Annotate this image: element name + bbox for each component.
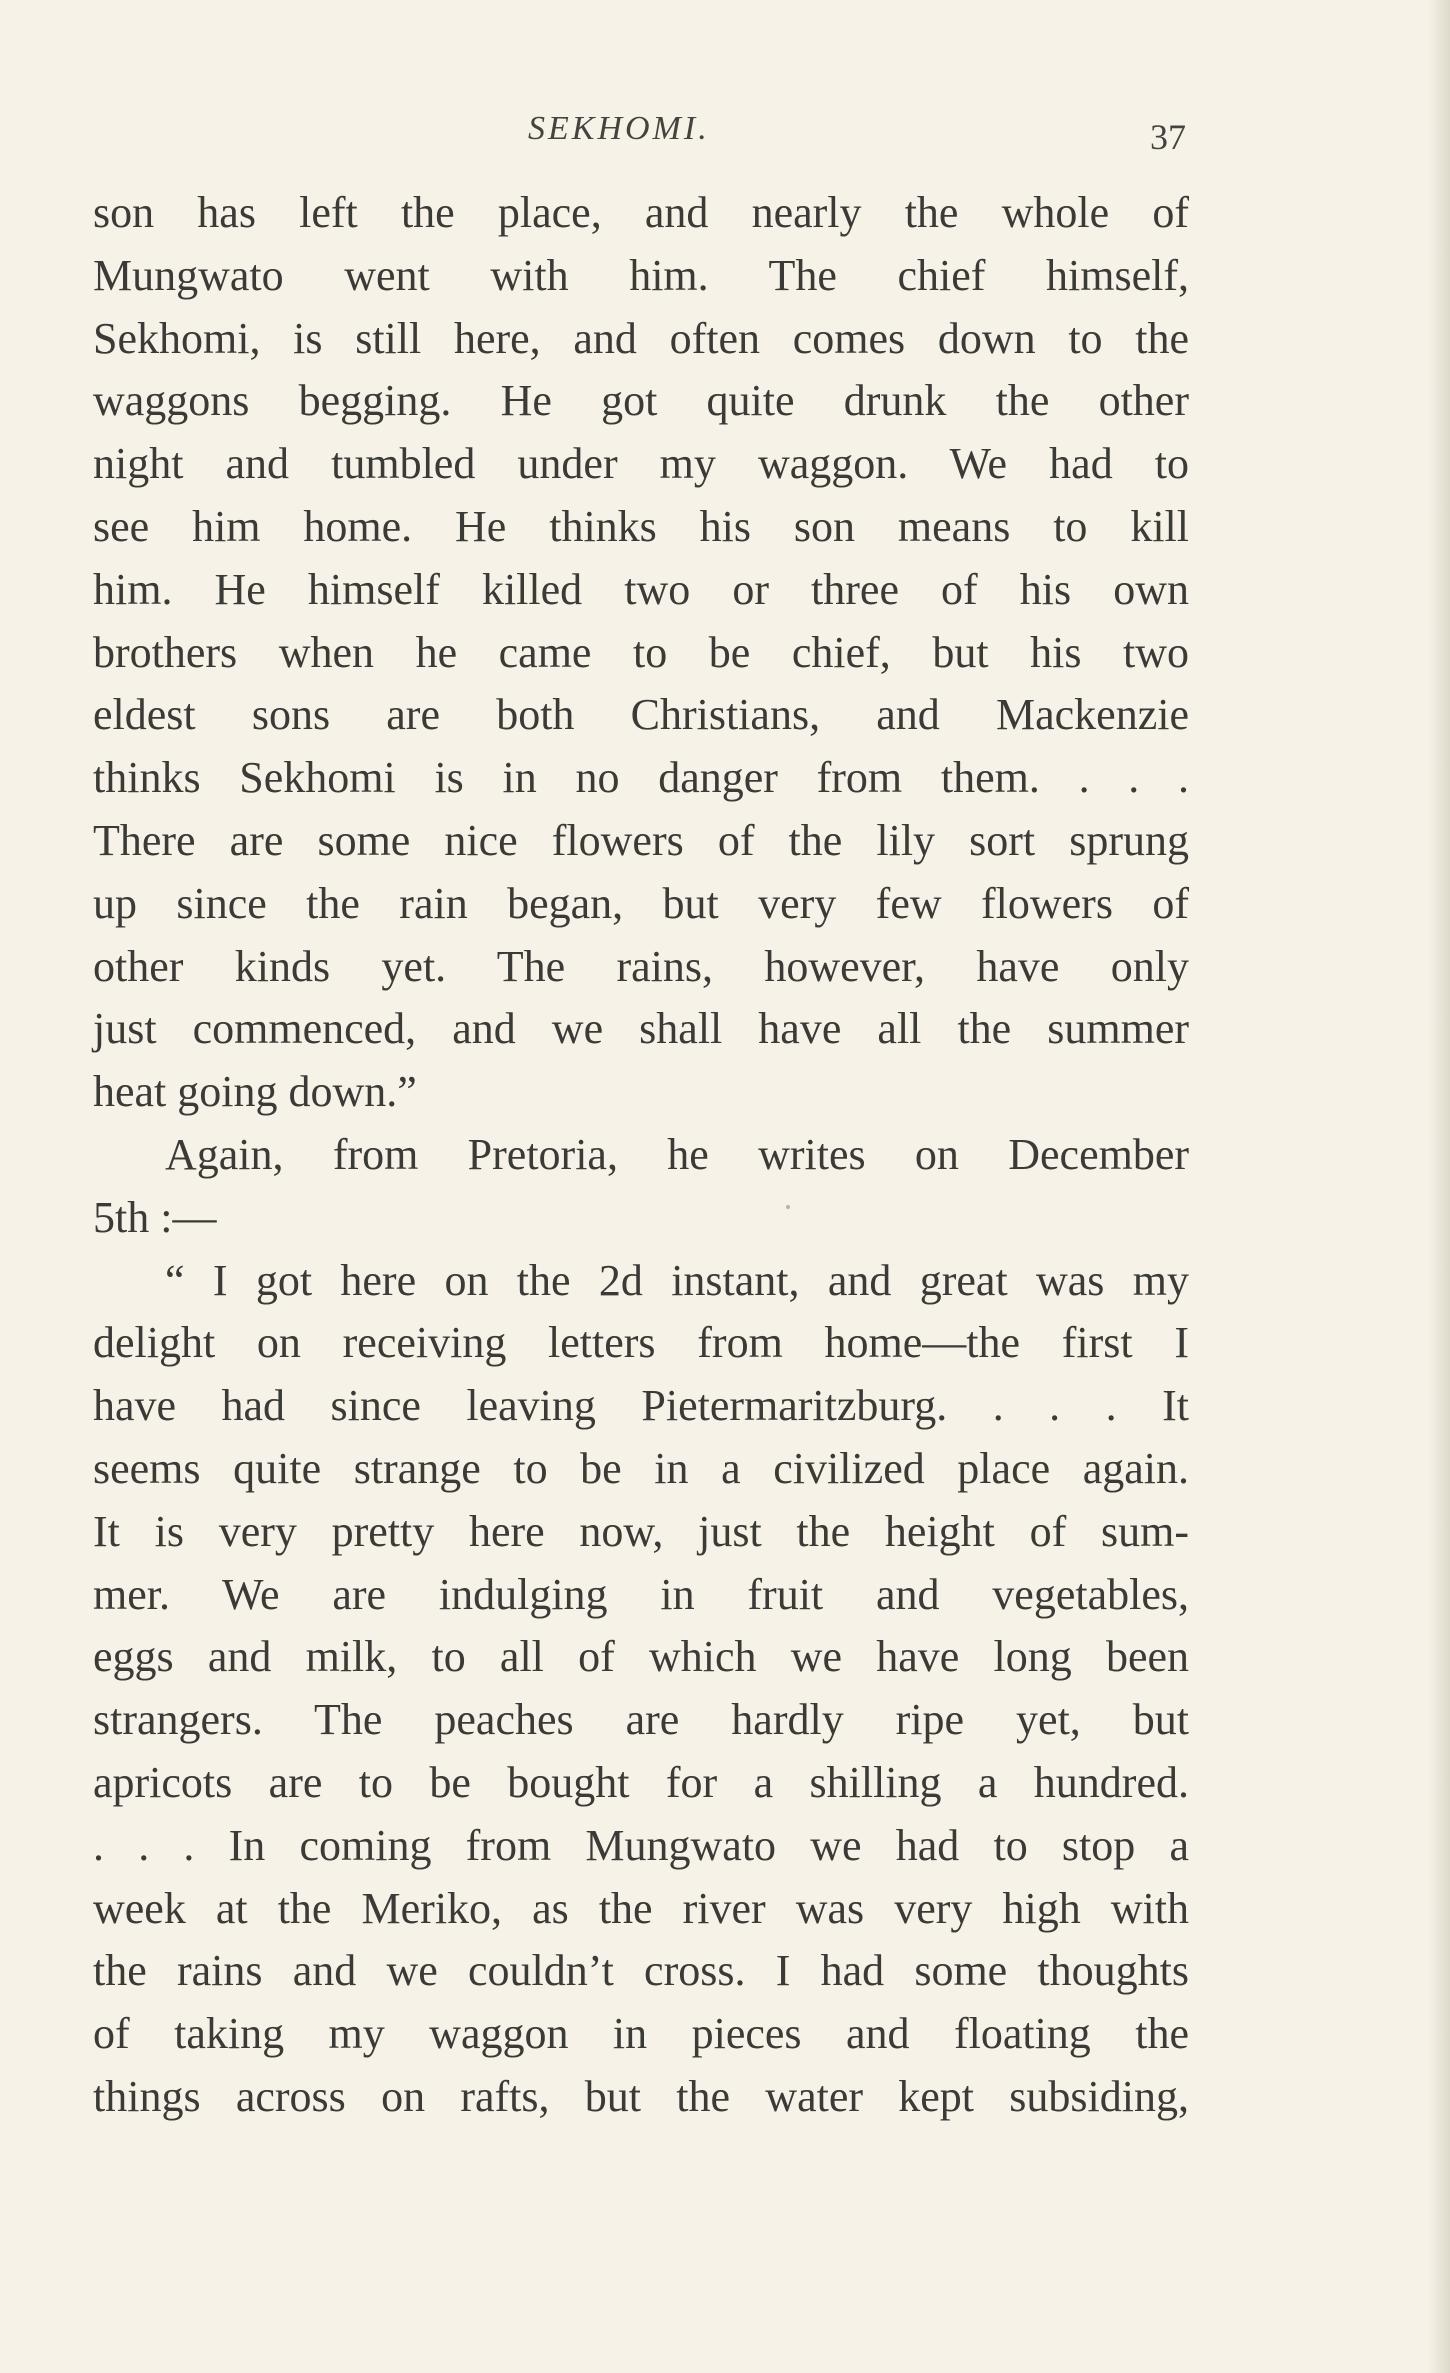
text-line: up since the rain began, but very few flowers of <box>93 878 1189 928</box>
text-line: the rains and we couldn’t cross. I had some thoughts <box>93 1946 1189 1996</box>
text-line: night and tumbled under my waggon. We had to <box>93 439 1189 489</box>
text-line: week at the Meriko, as the river was very high with <box>93 1883 1189 1933</box>
text-line: of taking my waggon in pieces and floating the <box>93 2009 1189 2059</box>
text-line: son has left the place, and nearly the whole of <box>93 188 1189 237</box>
text-line: eggs and milk, to all of which we have long been <box>93 1632 1189 1682</box>
text-line: see him home. He thinks his son means to kill <box>93 501 1189 551</box>
paper-speck <box>786 1205 790 1209</box>
text-line: have had since leaving Pietermaritzburg. . . . It <box>93 1381 1189 1431</box>
text-line: “ I got here on the 2d instant, and great was my <box>165 1255 1189 1305</box>
page-edge-shadow <box>1428 0 1450 2373</box>
text-line: brothers when he came to be chief, but his two <box>93 627 1189 677</box>
text-line: strangers. The peaches are hardly ripe yet, but <box>93 1695 1189 1745</box>
text-line: waggons begging. He got quite drunk the other <box>93 376 1189 426</box>
text-line: Mungwato went with him. The chief himself, <box>93 250 1189 300</box>
text-line: just commenced, and we shall have all the summer <box>93 1004 1189 1054</box>
text-line: thinks Sekhomi is in no danger from them. . . . <box>93 753 1189 803</box>
page-number: 37 <box>1150 117 1186 157</box>
text-line: There are some nice flowers of the lily sort sprung <box>93 815 1189 865</box>
text-line: things across on rafts, but the water kept subsiding, <box>93 2071 1189 2121</box>
text-line: him. He himself killed two or three of his own <box>93 564 1189 614</box>
text-line: seems quite strange to be in a civilized place again. <box>93 1443 1189 1493</box>
text-line: . . . In coming from Mungwato we had to stop a <box>93 1820 1189 1870</box>
running-title: SEKHOMI. <box>528 110 710 147</box>
text-line: other kinds yet. The rains, however, have only <box>93 941 1189 991</box>
text-line: delight on receiving letters from home—the first I <box>93 1318 1189 1368</box>
text-line: Again, from Pretoria, he writes on December <box>165 1129 1189 1179</box>
text-line: mer. We are indulging in fruit and vegetables, <box>93 1569 1189 1619</box>
body-text <box>93 182 1189 2129</box>
text-line: Sekhomi, is still here, and often comes down to the <box>93 313 1189 363</box>
text-line: It is very pretty here now, just the height of sum- <box>93 1506 1189 1556</box>
text-line: heat going down.” <box>93 1067 417 1117</box>
text-line: 5th :— <box>93 1192 217 1242</box>
running-head <box>0 110 1450 160</box>
text-line: apricots are to be bought for a shilling a hundred. <box>93 1757 1189 1807</box>
text-line: eldest sons are both Christians, and Mackenzie <box>93 690 1189 740</box>
